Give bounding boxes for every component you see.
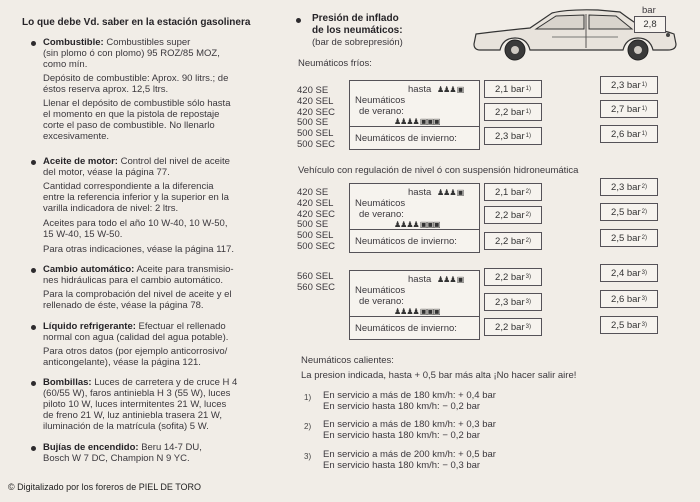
box-divider [350, 126, 479, 127]
g2-rear-winter [600, 229, 658, 247]
pressure-value: 2,3 bar [611, 181, 641, 193]
verano-label-2: de verano: [359, 296, 404, 307]
text-line: Llenar el depósito de combustible sólo hasta [43, 98, 231, 109]
footnote-ref: 3) [641, 270, 647, 276]
text-line: (sin plomo ó con plomo) 95 ROZ/85 MOZ, [43, 48, 220, 59]
combustible-line-1 [43, 37, 190, 48]
footnote-ref: 3) [525, 299, 531, 305]
g1-front-summer-light [484, 80, 542, 98]
footnote-ref: 1) [525, 133, 531, 139]
group2-models: 420 SE 420 SEL 420 SEC 500 SE 500 SEL 500 SEC [297, 187, 336, 252]
verano-label-2: de verano: [359, 209, 404, 220]
pressure-value: 2,4 bar [611, 267, 641, 279]
group1-tire-box [349, 80, 480, 150]
footnote-ref: 1) [641, 82, 647, 88]
pressure-value: 2,6 bar [611, 293, 641, 305]
verano-label-1: Neumáticos [355, 198, 406, 209]
pressure-value: 2,3 bar [495, 130, 525, 142]
footnote-ref: 1) [641, 106, 647, 112]
footnote-ref: 3) [525, 324, 531, 330]
page-heading: Lo que debe Vd. saber en la estación gasolinera [22, 17, 251, 28]
group3-models: 560 SEL 560 SEC [297, 271, 336, 293]
text-line: anticongelante), véase la página 121. [43, 357, 201, 368]
g3-front-summer-full [484, 293, 542, 311]
cambio-line-1 [43, 264, 234, 275]
passengers-icon: ♟♟♟ ▣ [437, 275, 464, 284]
hasta-label: hasta [408, 187, 432, 198]
bullet [296, 18, 301, 23]
footnote-ref: 1) [641, 131, 647, 137]
full-load-icon: ♟♟♟♟ ▣▣▣ [394, 220, 440, 229]
g1-front-summer-full [484, 103, 542, 121]
bullet [31, 268, 36, 273]
cambio-text: Aceite para transmisio- [136, 264, 234, 275]
invierno-label: Neumáticos de invierno: [355, 323, 457, 334]
footnote-line: En servicio a más de 180 km/h: + 0,4 bar [323, 390, 496, 401]
text-line: rellenado de éste, véase la página 78. [43, 300, 204, 311]
text-line: Para otras indicaciones, véase la página 117. [43, 244, 235, 255]
g1-rear-summer-full [600, 100, 658, 118]
text-line: del motor, véase la página 77. [43, 167, 170, 178]
car-bar-label: bar [642, 5, 656, 16]
g3-front-winter [484, 318, 542, 336]
footnote-line: En servicio a más de 180 km/h: + 0,3 bar [323, 419, 496, 430]
pressure-value: 2,2 bar [495, 321, 525, 333]
aceite-text: Control del nivel de aceite [120, 156, 230, 167]
pressure-value: 2,3 bar [611, 79, 641, 91]
text-line: de freno 21 W, luz antiniebla trasera 21 W, [43, 410, 223, 421]
g3-rear-summer-full [600, 290, 658, 308]
bullet [31, 41, 36, 46]
text-line: éstos reserva aprox. 12,5 ltrs. [43, 84, 169, 95]
text-line: normal con agua (calidad del agua potable). [43, 332, 229, 343]
pressure-value: 2,2 bar [495, 106, 525, 118]
g1-rear-winter [600, 125, 658, 143]
calientes-label: Neumáticos calientes: [301, 355, 394, 366]
g2-front-summer-light [484, 183, 542, 201]
pressure-subtitle: (bar de sobrepresión) [312, 37, 403, 48]
group1-models: 420 SE 420 SEL 420 SEC 500 SE 500 SEL 500 SEC [297, 85, 336, 150]
footnote-ref: 2) [641, 184, 647, 190]
text-line: (60/55 W), faros antiniebla H 3 (55 W), luces [43, 388, 231, 399]
pressure-value: 2,5 bar [611, 232, 641, 244]
text-line: varilla indicadora de nivel: 2 ltrs. [43, 203, 179, 214]
pressure-value: 2,2 bar [495, 235, 525, 247]
pressure-value: 2,1 bar [495, 83, 525, 95]
footnote-number: 2) [304, 422, 312, 431]
footnote-ref: 1) [525, 86, 531, 92]
text-line: Depósito de combustible: Aprox. 90 litrs.; de [43, 73, 229, 84]
pressure-value: 2,2 bar [495, 209, 525, 221]
bujias-line-1 [43, 442, 202, 453]
text-line: 15 W-40, 15 W-50. [43, 229, 123, 240]
text-line: corte el paso de combustible. No llenarlo [43, 120, 215, 131]
footnote-number: 1) [304, 393, 312, 402]
bullet [31, 160, 36, 165]
presion-note: La presion indicada, hasta + 0,5 bar más alta ¡No hacer salir aire! [301, 370, 577, 381]
g1-rear-summer-light [600, 76, 658, 94]
cambio-title: Cambio automático: [43, 264, 135, 275]
pressure-value: 2,6 bar [611, 128, 641, 140]
pressure-value: 2,3 bar [495, 296, 525, 308]
footnote-ref: 1) [525, 109, 531, 115]
footnote-ref: 3) [525, 274, 531, 280]
invierno-label: Neumáticos de invierno: [355, 236, 457, 247]
text-line: nes hidráulicas para el cambio automático. [43, 275, 224, 286]
bombillas-title: Bombillas: [43, 377, 92, 388]
bujias-text: Beru 14-7 DU, [141, 442, 202, 453]
bombillas-line-1 [43, 377, 237, 388]
footer-credit: © Digitalizado por los foreros de PIEL DE TORO [8, 482, 202, 492]
pressure-value: 2,7 bar [611, 103, 641, 115]
full-load-icon: ♟♟♟♟ ▣▣▣ [394, 117, 440, 126]
footnote-ref: 2) [525, 238, 531, 244]
group2-tire-box [349, 183, 480, 253]
verano-label-1: Neumáticos [355, 285, 406, 296]
footnote-ref: 2) [525, 189, 531, 195]
liquido-line-1 [43, 321, 226, 332]
g2-rear-summer-full [600, 203, 658, 221]
verano-label-2: de verano: [359, 106, 404, 117]
text-line: Cantidad correspondiente a la diferencia [43, 181, 214, 192]
text-line: Aceites para todo el año 10 W-40, 10 W-50, [43, 218, 228, 229]
footnote-number: 3) [304, 452, 312, 461]
frios-label: Neumáticos fríos: [298, 58, 372, 69]
footnote-ref: 2) [641, 209, 647, 215]
text-line: iluminación de la matrícula (sofita) 5 W. [43, 421, 209, 432]
g2-rear-summer-light [600, 178, 658, 196]
bujias-title: Bujías de encendido: [43, 442, 139, 453]
box-divider [350, 229, 479, 230]
text-line: Para otros datos (por ejemplo anticorrosivo/ [43, 346, 228, 357]
text-line: Bosch W 7 DC, Champion N 9 YC. [43, 453, 190, 464]
footnote-ref: 3) [641, 296, 647, 302]
aceite-title: Aceite de motor: [43, 156, 118, 167]
g2-front-summer-full [484, 206, 542, 224]
g1-front-winter [484, 127, 542, 145]
passengers-icon: ♟♟♟ ▣ [437, 85, 464, 94]
pressure-title-2: de los neumáticos: [312, 25, 403, 36]
pressure-value: 2,2 bar [495, 271, 525, 283]
g3-rear-summer-light [600, 264, 658, 282]
pressure-title-1: Presión de inflado [312, 13, 399, 24]
g2-front-winter [484, 232, 542, 250]
footnote-line: En servicio hasta 180 km/h: − 0,3 bar [323, 460, 481, 471]
invierno-label: Neumáticos de invierno: [355, 133, 457, 144]
combustible-text: Combustibles super [106, 37, 191, 48]
text-line: el momento en que la pistola de repostaje [43, 109, 220, 120]
footnote-line: En servicio hasta 180 km/h: − 0,2 bar [323, 401, 481, 412]
text-line: entre la referencia inferior y la superior en la [43, 192, 229, 203]
regulacion-label: Vehículo con regulación de nivel ó con suspensión hidroneumática [298, 165, 579, 176]
footnote-ref: 2) [641, 235, 647, 241]
hasta-label: hasta [408, 274, 432, 285]
pressure-value: 2,5 bar [611, 319, 641, 331]
bullet [31, 325, 36, 330]
text-line: piloto 10 W, luces intermitentes 21 W, luces [43, 399, 227, 410]
footnote-line: En servicio hasta 180 km/h: − 0,2 bar [323, 430, 481, 441]
bombillas-text: Luces de carretera y de cruce H 4 [94, 377, 238, 388]
pressure-value: 2,1 bar [495, 186, 525, 198]
verano-label-1: Neumáticos [355, 95, 406, 106]
bullet [31, 381, 36, 386]
box-divider [350, 316, 479, 317]
aceite-line-1 [43, 156, 230, 167]
group3-tire-box [349, 270, 480, 340]
combustible-title: Combustible: [43, 37, 104, 48]
footnote-ref: 2) [525, 212, 531, 218]
liquido-text: Efectuar el rellenado [138, 321, 226, 332]
car-pressure-value: 2,8 [634, 16, 666, 33]
hasta-label: hasta [408, 84, 432, 95]
text-line: Para la comprobación del nivel de aceite y el [43, 289, 232, 300]
g3-front-summer-light [484, 268, 542, 286]
footnote-line: En servicio a más de 200 km/h: + 0,5 bar [323, 449, 496, 460]
passengers-icon: ♟♟♟ ▣ [437, 188, 464, 197]
liquido-title: Líquido refrigerante: [43, 321, 136, 332]
bullet [31, 446, 36, 451]
footnote-ref: 3) [641, 322, 647, 328]
text-line: excesivamente. [43, 131, 110, 142]
g3-rear-winter [600, 316, 658, 334]
text-line: como mín. [43, 59, 88, 70]
pressure-value: 2,5 bar [611, 206, 641, 218]
full-load-icon: ♟♟♟♟ ▣▣▣ [394, 307, 440, 316]
